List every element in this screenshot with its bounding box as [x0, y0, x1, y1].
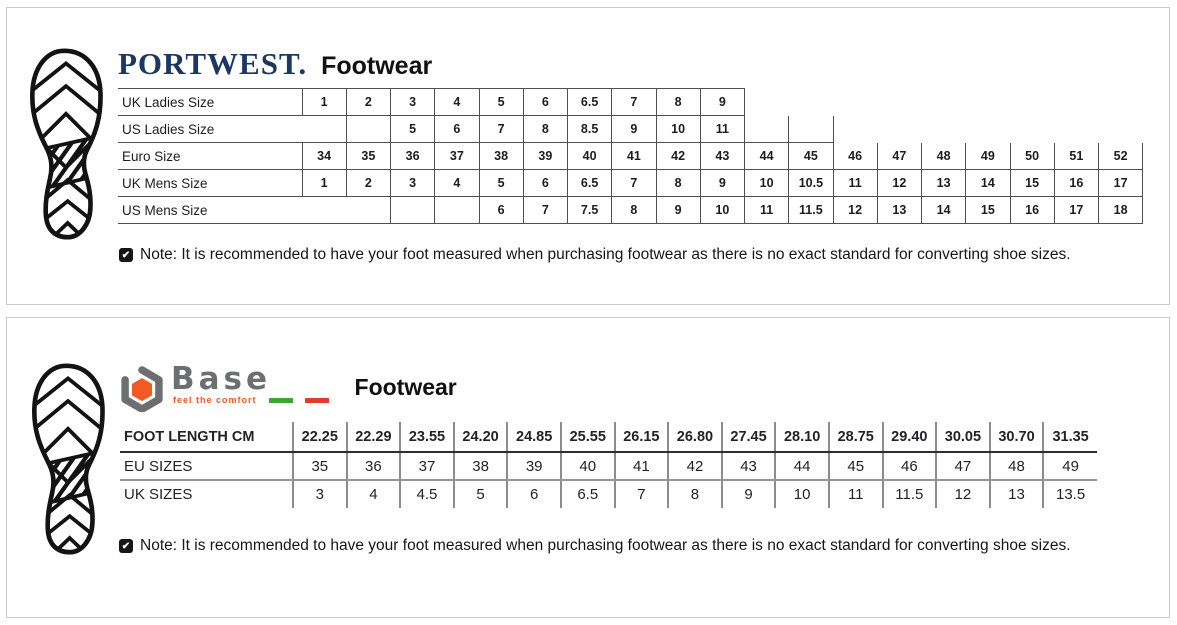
size-cell: 1	[302, 170, 346, 197]
size-cell: 41	[615, 452, 669, 480]
size-cell: 44	[775, 452, 829, 480]
row-label: UK Mens Size	[118, 170, 302, 197]
table-row	[118, 116, 1143, 143]
checkbox-icon: ✔	[119, 248, 133, 262]
size-cell: 3	[391, 89, 435, 116]
size-cell: 1	[302, 89, 346, 116]
size-cell: 17	[1099, 170, 1143, 197]
portwest-size-table	[118, 88, 1143, 224]
size-cell	[745, 89, 789, 116]
size-cell: 10	[775, 480, 829, 508]
size-cell: 7	[612, 89, 656, 116]
size-cell	[877, 89, 921, 116]
size-cell: 6.5	[568, 170, 612, 197]
size-cell: 12	[877, 170, 921, 197]
size-cell: 22.29	[347, 422, 401, 452]
size-cell: 16	[1054, 170, 1098, 197]
size-cell: 35	[293, 452, 347, 480]
size-cell: 44	[745, 143, 789, 170]
size-cell: 11.5	[789, 197, 833, 224]
size-cell	[391, 197, 435, 224]
size-cell: 9	[700, 89, 744, 116]
table-row	[120, 422, 1097, 452]
note-text: Note: It is recommended to have your foot measured when purchasing footwear as there is no exact standard for converting shoe sizes.	[140, 246, 1071, 263]
size-cell: 4	[435, 89, 479, 116]
size-cell: 7	[612, 170, 656, 197]
size-cell: 11	[829, 480, 883, 508]
table-row	[118, 197, 1143, 224]
row-label: FOOT LENGTH CM	[120, 422, 293, 452]
size-cell: 43	[700, 143, 744, 170]
size-cell: 26.15	[615, 422, 669, 452]
size-cell: 26.80	[668, 422, 722, 452]
table-row	[118, 89, 1143, 116]
size-cell: 37	[435, 143, 479, 170]
size-cell	[966, 89, 1010, 116]
size-cell: 7.5	[568, 197, 612, 224]
size-cell	[1099, 89, 1143, 116]
size-cell: 14	[966, 170, 1010, 197]
size-cell: 39	[523, 143, 567, 170]
size-cell: 9	[612, 116, 656, 143]
size-cell: 11	[700, 116, 744, 143]
size-cell: 13	[990, 480, 1044, 508]
size-cell: 28.75	[829, 422, 883, 452]
size-cell: 31.35	[1043, 422, 1097, 452]
size-cell	[1054, 89, 1098, 116]
size-cell	[789, 116, 833, 143]
size-cell: 30.70	[990, 422, 1044, 452]
size-cell: 13	[922, 170, 966, 197]
portwest-header	[118, 46, 432, 82]
size-cell: 3	[293, 480, 347, 508]
size-cell: 3	[391, 170, 435, 197]
size-cell: 27.45	[722, 422, 776, 452]
size-cell: 6.5	[568, 89, 612, 116]
size-cell: 49	[1043, 452, 1097, 480]
size-cell: 48	[922, 143, 966, 170]
size-cell: 40	[568, 143, 612, 170]
size-cell: 7	[615, 480, 669, 508]
size-cell: 15	[1010, 170, 1054, 197]
size-cell: 6.5	[561, 480, 615, 508]
size-cell	[833, 116, 877, 143]
table-row	[118, 170, 1143, 197]
size-cell: 23.55	[400, 422, 454, 452]
checkbox-icon: ✔	[119, 539, 133, 553]
size-cell: 11.5	[883, 480, 937, 508]
size-cell: 45	[829, 452, 883, 480]
size-cell	[789, 89, 833, 116]
size-cell: 7	[523, 197, 567, 224]
size-cell: 8	[668, 480, 722, 508]
boot-print-icon	[26, 361, 110, 557]
size-cell: 35	[346, 143, 390, 170]
size-cell: 10	[656, 116, 700, 143]
size-cell: 10	[745, 170, 789, 197]
row-label: UK Ladies Size	[118, 89, 302, 116]
size-cell	[302, 197, 346, 224]
size-cell: 5	[479, 89, 523, 116]
size-cell: 5	[454, 480, 508, 508]
row-label: Euro Size	[118, 143, 302, 170]
size-cell: 12	[833, 197, 877, 224]
size-cell	[922, 116, 966, 143]
size-cell: 8	[523, 116, 567, 143]
size-cell	[346, 116, 390, 143]
portwest-logo: PORTWEST.	[118, 46, 308, 81]
size-cell: 6	[523, 170, 567, 197]
base-tagline: feel the comfort	[173, 395, 257, 405]
size-cell	[1010, 89, 1054, 116]
size-cell: 16	[1010, 197, 1054, 224]
size-cell: 48	[990, 452, 1044, 480]
size-cell: 46	[833, 143, 877, 170]
size-cell: 8	[656, 89, 700, 116]
table-row	[120, 452, 1097, 480]
size-cell: 24.85	[507, 422, 561, 452]
size-cell: 34	[302, 143, 346, 170]
row-label: UK SIZES	[124, 486, 193, 503]
size-cell: 9	[700, 170, 744, 197]
size-cell: 24.20	[454, 422, 508, 452]
size-cell: 13.5	[1043, 480, 1097, 508]
size-cell: 11	[833, 170, 877, 197]
size-cell: 38	[479, 143, 523, 170]
size-cell: 9	[722, 480, 776, 508]
size-cell	[877, 116, 921, 143]
size-cell: 42	[668, 452, 722, 480]
size-cell	[435, 197, 479, 224]
boot-print-icon	[24, 46, 108, 242]
table-row	[120, 480, 1097, 508]
size-cell: 38	[454, 452, 508, 480]
size-cell	[833, 89, 877, 116]
size-cell: 30.05	[936, 422, 990, 452]
size-cell: 9	[656, 197, 700, 224]
size-cell: 6	[507, 480, 561, 508]
row-label: EU SIZES	[120, 452, 293, 480]
size-cell: 13	[877, 197, 921, 224]
size-cell: 42	[656, 143, 700, 170]
size-cell: 7	[479, 116, 523, 143]
size-cell: 25.55	[561, 422, 615, 452]
size-cell: 28.10	[775, 422, 829, 452]
size-cell: 8	[612, 197, 656, 224]
size-cell: 18	[1099, 197, 1143, 224]
size-cell: 36	[347, 452, 401, 480]
size-cell: 51	[1054, 143, 1098, 170]
size-cell	[745, 116, 789, 143]
size-cell: 4.5	[400, 480, 454, 508]
size-cell: 46	[883, 452, 937, 480]
size-cell: 6	[479, 197, 523, 224]
size-cell: 22.25	[293, 422, 347, 452]
size-cell: 8	[656, 170, 700, 197]
size-cell: 10	[700, 197, 744, 224]
size-cell	[346, 197, 390, 224]
size-cell	[922, 89, 966, 116]
size-cell: 2	[346, 170, 390, 197]
base-tagline-row	[173, 395, 329, 405]
flag-green-dash-icon	[269, 398, 293, 403]
note-text: Note: It is recommended to have your foot measured when purchasing footwear as there is no exact standard for converting shoe sizes.	[140, 537, 1071, 554]
size-cell: 43	[722, 452, 776, 480]
portwest-size-chart-panel	[6, 7, 1170, 305]
size-cell: 47	[936, 452, 990, 480]
size-cell: 6	[435, 116, 479, 143]
base-nut-icon	[119, 366, 165, 412]
size-cell: 37	[400, 452, 454, 480]
size-cell: 12	[936, 480, 990, 508]
base-title: Footwear	[354, 374, 457, 400]
size-cell: 11	[745, 197, 789, 224]
portwest-title: Footwear	[321, 52, 433, 80]
size-cell: 50	[1010, 143, 1054, 170]
size-cell: 5	[479, 170, 523, 197]
base-logo-block	[171, 361, 329, 405]
size-cell: 49	[966, 143, 1010, 170]
base-header	[119, 361, 457, 412]
base-logo: Base	[171, 361, 272, 397]
size-cell	[302, 116, 346, 143]
size-cell: 15	[966, 197, 1010, 224]
size-cell: 4	[347, 480, 401, 508]
size-cell: 10.5	[789, 170, 833, 197]
size-cell: 8.5	[568, 116, 612, 143]
size-cell: 29.40	[883, 422, 937, 452]
size-cell: 17	[1054, 197, 1098, 224]
size-cell: 40	[561, 452, 615, 480]
size-cell: 6	[523, 89, 567, 116]
base-note	[119, 537, 1071, 555]
row-label: US Ladies Size	[118, 116, 302, 143]
base-size-table	[120, 422, 1097, 508]
size-cell: 39	[507, 452, 561, 480]
size-cell	[1054, 116, 1098, 143]
size-cell: 41	[612, 143, 656, 170]
size-cell	[1099, 116, 1143, 143]
base-size-chart-panel	[6, 317, 1170, 618]
size-cell: 47	[877, 143, 921, 170]
size-cell: 36	[391, 143, 435, 170]
size-cell: 4	[435, 170, 479, 197]
size-cell	[1010, 116, 1054, 143]
size-cell: 52	[1099, 143, 1143, 170]
size-cell: 2	[346, 89, 390, 116]
table-row	[118, 143, 1143, 170]
size-cell: 45	[789, 143, 833, 170]
portwest-note	[119, 246, 1071, 264]
size-cell	[966, 116, 1010, 143]
row-label: US Mens Size	[118, 197, 302, 224]
size-cell: 14	[922, 197, 966, 224]
flag-red-dash-icon	[305, 398, 329, 403]
size-cell: 5	[391, 116, 435, 143]
